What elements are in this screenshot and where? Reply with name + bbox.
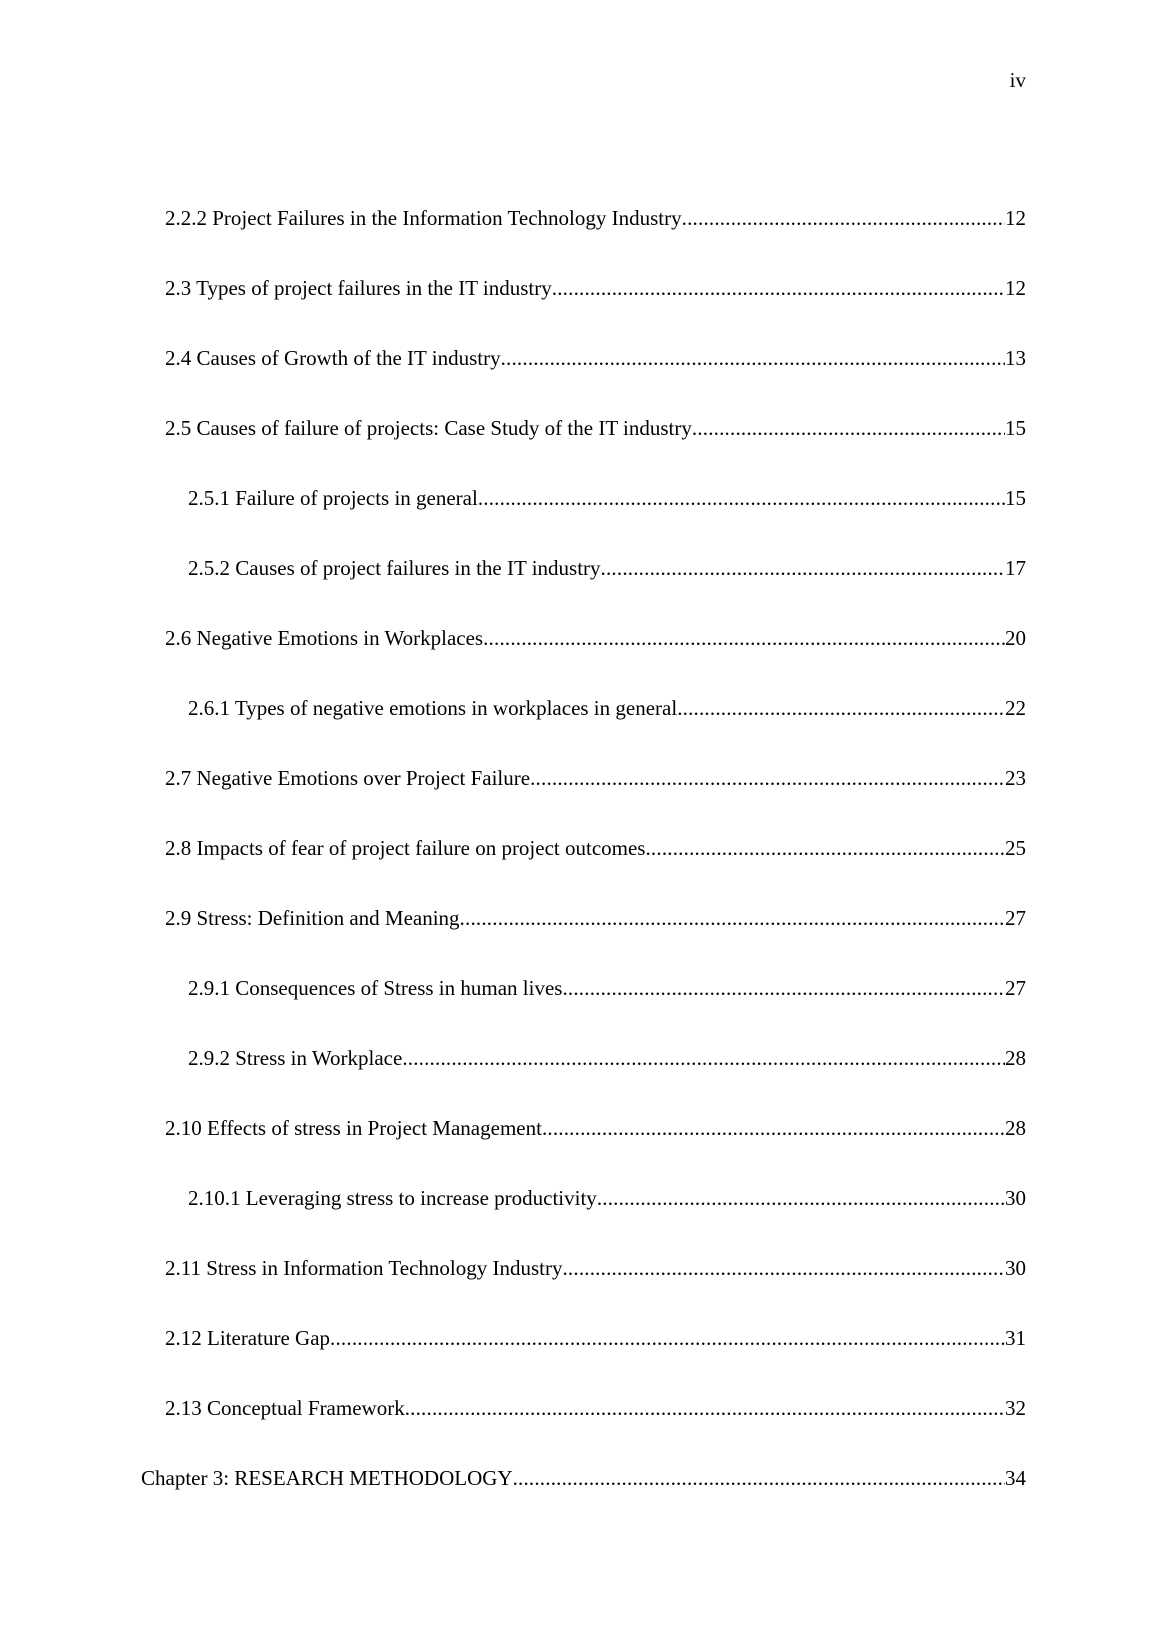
toc-entry-page: 31	[1005, 1326, 1026, 1350]
toc-leader-dots	[478, 486, 1005, 510]
toc-entry[interactable]	[188, 696, 1026, 720]
toc-leader-dots	[405, 1396, 1005, 1420]
toc-entry-page: 20	[1005, 626, 1026, 650]
toc-entry[interactable]	[165, 626, 1026, 650]
toc-entry-page: 28	[1005, 1116, 1026, 1140]
toc-entry[interactable]	[165, 766, 1026, 790]
toc-leader-dots	[677, 696, 1005, 720]
toc-leader-dots	[501, 346, 1005, 370]
toc-entry-page: 27	[1005, 906, 1026, 930]
toc-entry-title: 2.13 Conceptual Framework	[165, 1396, 405, 1420]
page-number: iv	[1009, 68, 1026, 92]
toc-entry-page: 30	[1005, 1256, 1026, 1280]
toc-leader-dots	[513, 1466, 1005, 1490]
toc-entry[interactable]	[188, 486, 1026, 510]
toc-entry[interactable]	[188, 556, 1026, 580]
toc-leader-dots	[562, 1256, 1005, 1280]
toc-entry-page: 23	[1005, 766, 1026, 790]
toc-leader-dots	[562, 976, 1005, 1000]
toc-entry-page: 15	[1005, 416, 1026, 440]
toc-leader-dots	[552, 276, 1005, 300]
toc-entry-page: 30	[1005, 1186, 1026, 1210]
toc-leader-dots	[692, 416, 1005, 440]
toc-entry-title: 2.5.1 Failure of projects in general	[188, 486, 478, 510]
toc-entry-title: 2.9.1 Consequences of Stress in human lives	[188, 976, 563, 1000]
toc-entry-title: 2.6.1 Types of negative emotions in workplaces in general	[188, 696, 678, 720]
toc-entry[interactable]	[165, 276, 1026, 300]
toc-entry[interactable]	[165, 416, 1026, 440]
toc-leader-dots	[682, 206, 1005, 230]
toc-entry-page: 15	[1005, 486, 1026, 510]
toc-leader-dots	[530, 766, 1005, 790]
toc-entry[interactable]	[165, 906, 1026, 930]
toc-entry[interactable]	[141, 1466, 1026, 1490]
toc-leader-dots	[542, 1116, 1005, 1140]
toc-leader-dots	[483, 626, 1005, 650]
toc-leader-dots	[645, 836, 1005, 860]
toc-entry-page: 32	[1005, 1396, 1026, 1420]
toc-entry-title: 2.9 Stress: Definition and Meaning	[165, 906, 460, 930]
toc-entry-page: 28	[1005, 1046, 1026, 1070]
toc-entry-title: 2.11 Stress in Information Technology Industry	[165, 1256, 563, 1280]
toc-entry-title: 2.12 Literature Gap	[165, 1326, 331, 1350]
toc-leader-dots	[597, 1186, 1005, 1210]
toc-entry-title: 2.9.2 Stress in Workplace	[188, 1046, 403, 1070]
toc-entry-page: 34	[1005, 1466, 1026, 1490]
toc-entry-title: 2.4 Causes of Growth of the IT industry	[165, 346, 501, 370]
toc-entry[interactable]	[165, 1116, 1026, 1140]
toc-entry-page: 22	[1005, 696, 1026, 720]
toc-leader-dots	[402, 1046, 1005, 1070]
toc-entry[interactable]	[188, 976, 1026, 1000]
toc-entry-title: 2.10 Effects of stress in Project Management	[165, 1116, 542, 1140]
toc-entry[interactable]	[165, 1256, 1026, 1280]
toc-leader-dots	[601, 556, 1005, 580]
toc-entry[interactable]	[165, 1326, 1026, 1350]
toc-entry-title: 2.10.1 Leveraging stress to increase productivity	[188, 1186, 597, 1210]
toc-entry[interactable]	[165, 206, 1026, 230]
toc-entry-page: 17	[1005, 556, 1026, 580]
toc-entry-title: 2.5.2 Causes of project failures in the IT industry	[188, 556, 601, 580]
toc-entry-title: Chapter 3: RESEARCH METHODOLOGY	[141, 1466, 513, 1490]
toc-entry-page: 13	[1005, 346, 1026, 370]
toc-entry-title: 2.2.2 Project Failures in the Information Technology Industry	[165, 206, 682, 230]
toc-leader-dots	[460, 906, 1005, 930]
toc-entry-title: 2.5 Causes of failure of projects: Case Study of the IT industry	[165, 416, 692, 440]
toc-entry-page: 12	[1005, 206, 1026, 230]
toc-entry-title: 2.6 Negative Emotions in Workplaces	[165, 626, 484, 650]
toc-entry[interactable]	[188, 1186, 1026, 1210]
toc-entry-page: 27	[1005, 976, 1026, 1000]
toc-entry[interactable]	[165, 1396, 1026, 1420]
toc-entry-page: 12	[1005, 276, 1026, 300]
toc-entry-page: 25	[1005, 836, 1026, 860]
toc-entry[interactable]	[188, 1046, 1026, 1070]
toc-entry-title: 2.7 Negative Emotions over Project Failure	[165, 766, 531, 790]
toc-entry[interactable]	[165, 346, 1026, 370]
toc-leader-dots	[330, 1326, 1005, 1350]
toc-entry-title: 2.3 Types of project failures in the IT industry	[165, 276, 552, 300]
toc-entry[interactable]	[165, 836, 1026, 860]
toc-entry-title: 2.8 Impacts of fear of project failure on project outcomes	[165, 836, 646, 860]
